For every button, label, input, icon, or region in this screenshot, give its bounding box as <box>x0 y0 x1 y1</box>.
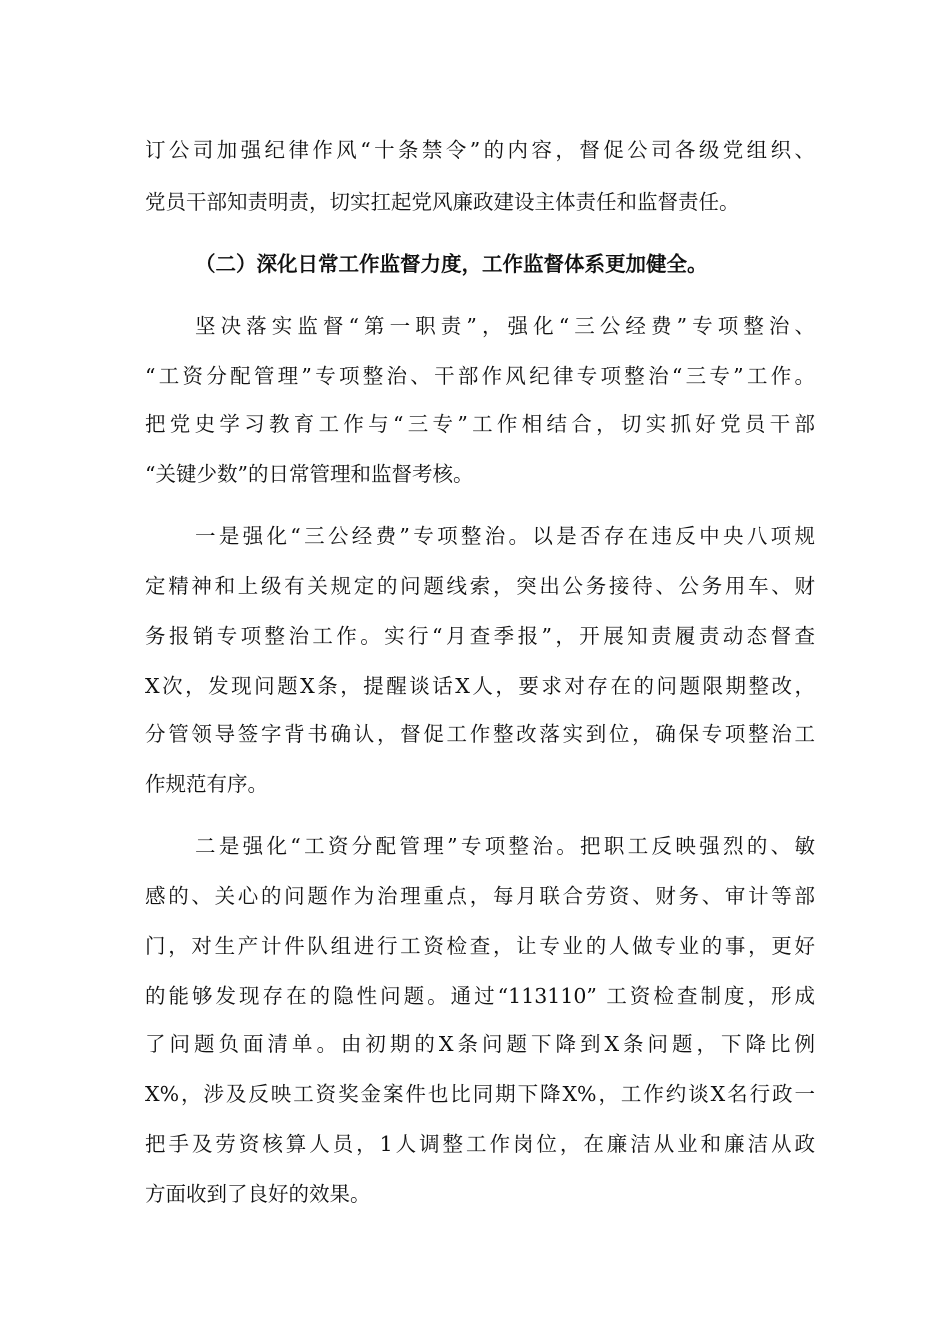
text-line: 订公司加强纪律作风“十条禁令”的内容，督促公司各级党组织、 <box>145 138 815 162</box>
text-line: 分管领导签字背书确认，督促工作整改落实到位，确保专项整治工 <box>145 722 815 746</box>
section-heading: （二）深化日常工作监督力度，工作监督体系更加健全。 <box>195 252 708 276</box>
text-line: 务报销专项整治工作。实行“月查季报”，开展知责履责动态督查 <box>145 624 815 648</box>
text-line: 二是强化“工资分配管理”专项整治。把职工反映强烈的、敏 <box>195 834 815 858</box>
text-line: 感的、关心的问题作为治理重点，每月联合劳资、财务、审计等部 <box>145 884 815 908</box>
text-line: 一是强化“三公经费”专项整治。以是否存在违反中央八项规 <box>195 524 815 548</box>
text-line: 方面收到了良好的效果。 <box>145 1182 371 1206</box>
text-line: 门，对生产计件队组进行工资检查，让专业的人做专业的事，更好 <box>145 934 815 958</box>
text-line: 把党史学习教育工作与“三专”工作相结合，切实抓好党员干部 <box>145 412 815 436</box>
text-line: “工资分配管理”专项整治、干部作风纪律专项整治“三专”工作。 <box>145 364 815 388</box>
text-line: 党员干部知责明责，切实扛起党风廉政建设主体责任和监督责任。 <box>145 190 740 214</box>
text-line: 了问题负面清单。由初期的X条问题下降到X条问题，下降比例 <box>145 1032 815 1056</box>
text-line: 作规范有序。 <box>145 772 268 796</box>
text-line: “关键少数”的日常管理和监督考核。 <box>145 462 474 486</box>
text-line: X次，发现问题X条，提醒谈话X人，要求对存在的问题限期整改， <box>145 674 815 698</box>
text-line: X%，涉及反映工资奖金案件也比同期下降X%，工作约谈X名行政一 <box>145 1082 815 1106</box>
text-line: 把手及劳资核算人员，1人调整工作岗位，在廉洁从业和廉洁从政 <box>145 1132 815 1156</box>
text-line: 定精神和上级有关规定的问题线索，突出公务接待、公务用车、财 <box>145 574 815 598</box>
text-line: 的能够发现存在的隐性问题。通过“113110” 工资检查制度，形成 <box>145 984 815 1008</box>
text-line: 坚决落实监督“第一职责”，强化“三公经费”专项整治、 <box>195 314 815 338</box>
